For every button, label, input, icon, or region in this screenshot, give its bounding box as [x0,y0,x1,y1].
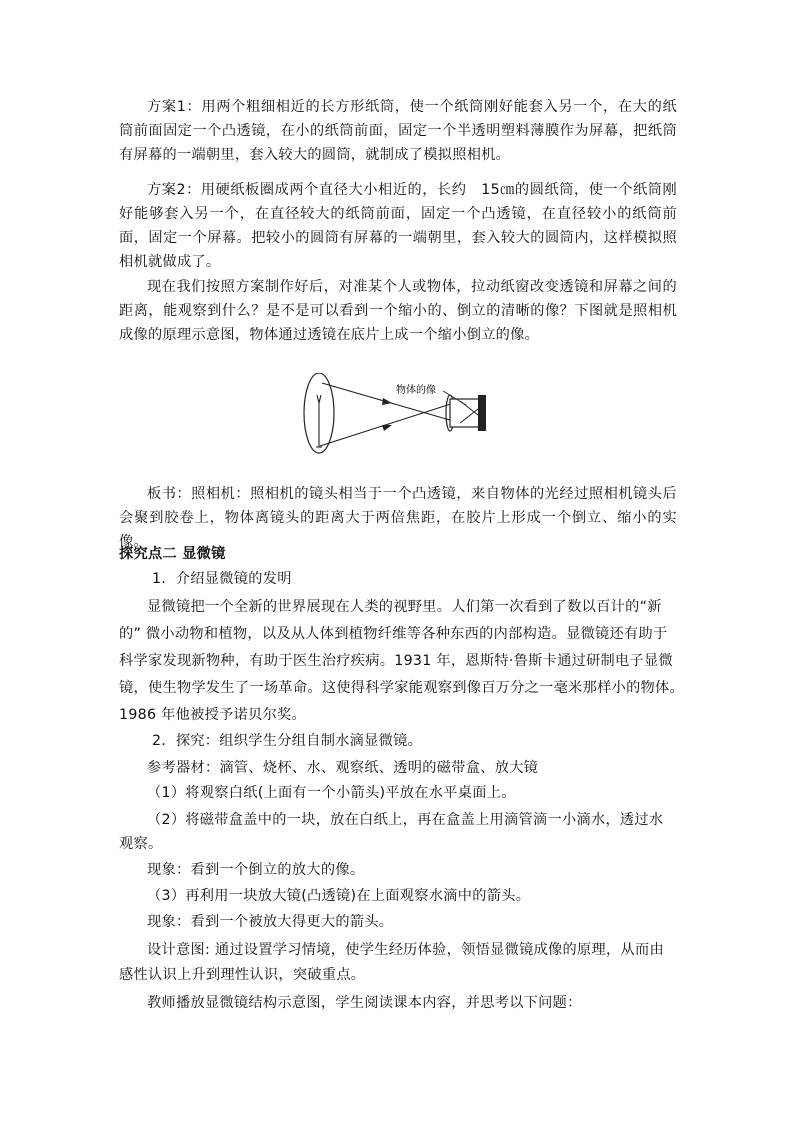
invention-line-5: 1986 年他被授予诺贝尔奖。 [119,707,306,723]
plan2-paragraph: 方案2：用硬纸板圈成两个直径大小相近的，长约 15㎝的圆纸筒，使一个纸筒刚好能够套入另一个，在直径较大的纸筒前面，固定一个凸透镜，在直径较小的纸筒前面，固定一个屏幕。把较小的圆筒有屏幕的一端朝里，套入较大的圆筒内，这样模拟照相机就做成了。 [119,182,677,270]
phenomenon2-line: 现象：看到一个被放大得更大的箭头。 [147,914,394,930]
arrow-top [382,398,392,405]
step2-line-2: 观察。 [119,836,163,852]
step2-line-1: （2）将磁带盒盖中的一块，放在白纸上，再在盒盖上用滴管滴一小滴水，透过水 [147,812,664,828]
plan1-paragraph: 方案1：用两个粗细相近的长方形纸筒，使一个纸筒刚好能套入另一个，在大的纸筒前面固定一个凸透镜，在小的纸筒前面，固定一个半透明塑料薄膜作为屏幕，把纸筒有屏幕的一端朝里，套入较大的圆筒，就制成了模拟照相机。 [119,99,677,163]
arrow-bottom [382,425,392,431]
invention-line-4: 镜，使生物学发生了一场革命。这使得科学家能观察到像百万分之一毫米那样小的物体。 [119,680,685,696]
materials-line: 参考器材：滴管、烧杯、水、观察纸、透明的磁带盒、放大镜 [147,760,539,776]
design-intent-line-1: 设计意图: 通过设置学习情境，使学生经历体验，领悟显微镜成像的原理，从而由 [147,942,664,958]
observation-paragraph: 现在我们按照方案制作好后，对准某个人或物体，拉动纸窗改变透镜和屏幕之间的距离，能观察到什么？是不是可以看到一个缩小的、倒立的清晰的像？下图就是照相机成像的原理示意图，物体通过透镜在底片上成一个缩小倒立的像。 [119,279,677,343]
ray-bottom [320,401,460,446]
camera-diagram-svg [300,373,492,459]
invention-line-2: 的” 微小动物和植物，以及从人体到植物纤维等各种东西的内部构造。显微镜还有助于 [119,626,668,642]
invention-line-1: 显微镜把一个全新的世界展现在人类的视野里。人们第一次看到了数以百计的“新 [147,599,662,615]
image-label: 物体的像 [396,385,436,396]
item1-title: 1．介绍显微镜的发明 [152,571,292,587]
item2-title: 2．探究：组织学生分组自制水滴显微镜。 [152,733,423,749]
object-shape [316,395,322,447]
blackboard-paragraph: 板书：照相机：照相机的镜头相当于一个凸透镜，来自物体的光经过照相机镜头后会聚到胶卷上，物体离镜头的距离大于两倍焦距，在胶片上形成一个倒立、缩小的实像。 [119,486,677,550]
step1-line: （1）将观察白纸(上面有一个小箭头)平放在水平桌面上。 [147,785,516,801]
camera-imaging-diagram [300,373,492,459]
phenomenon1-line: 现象：看到一个倒立的放大的像。 [147,862,365,878]
step3-line: （3）再利用一块放大镜(凸透镜)在上面观察水滴中的箭头。 [147,888,531,904]
section-heading: 探究点二 显微镜 [119,546,226,562]
design-intent-line-2: 感性认识上升到理性认识，突破重点。 [119,967,366,983]
film-plate [478,395,486,431]
invention-line-3: 科学家发现新物种，有助于医生治疗疾病。1931 年，恩斯特·鲁斯卡通过研制电子显微 [119,653,673,669]
teacher-line: 教师播放显微镜结构示意图，学生阅读课本内容，并思考以下问题： [147,995,582,1011]
